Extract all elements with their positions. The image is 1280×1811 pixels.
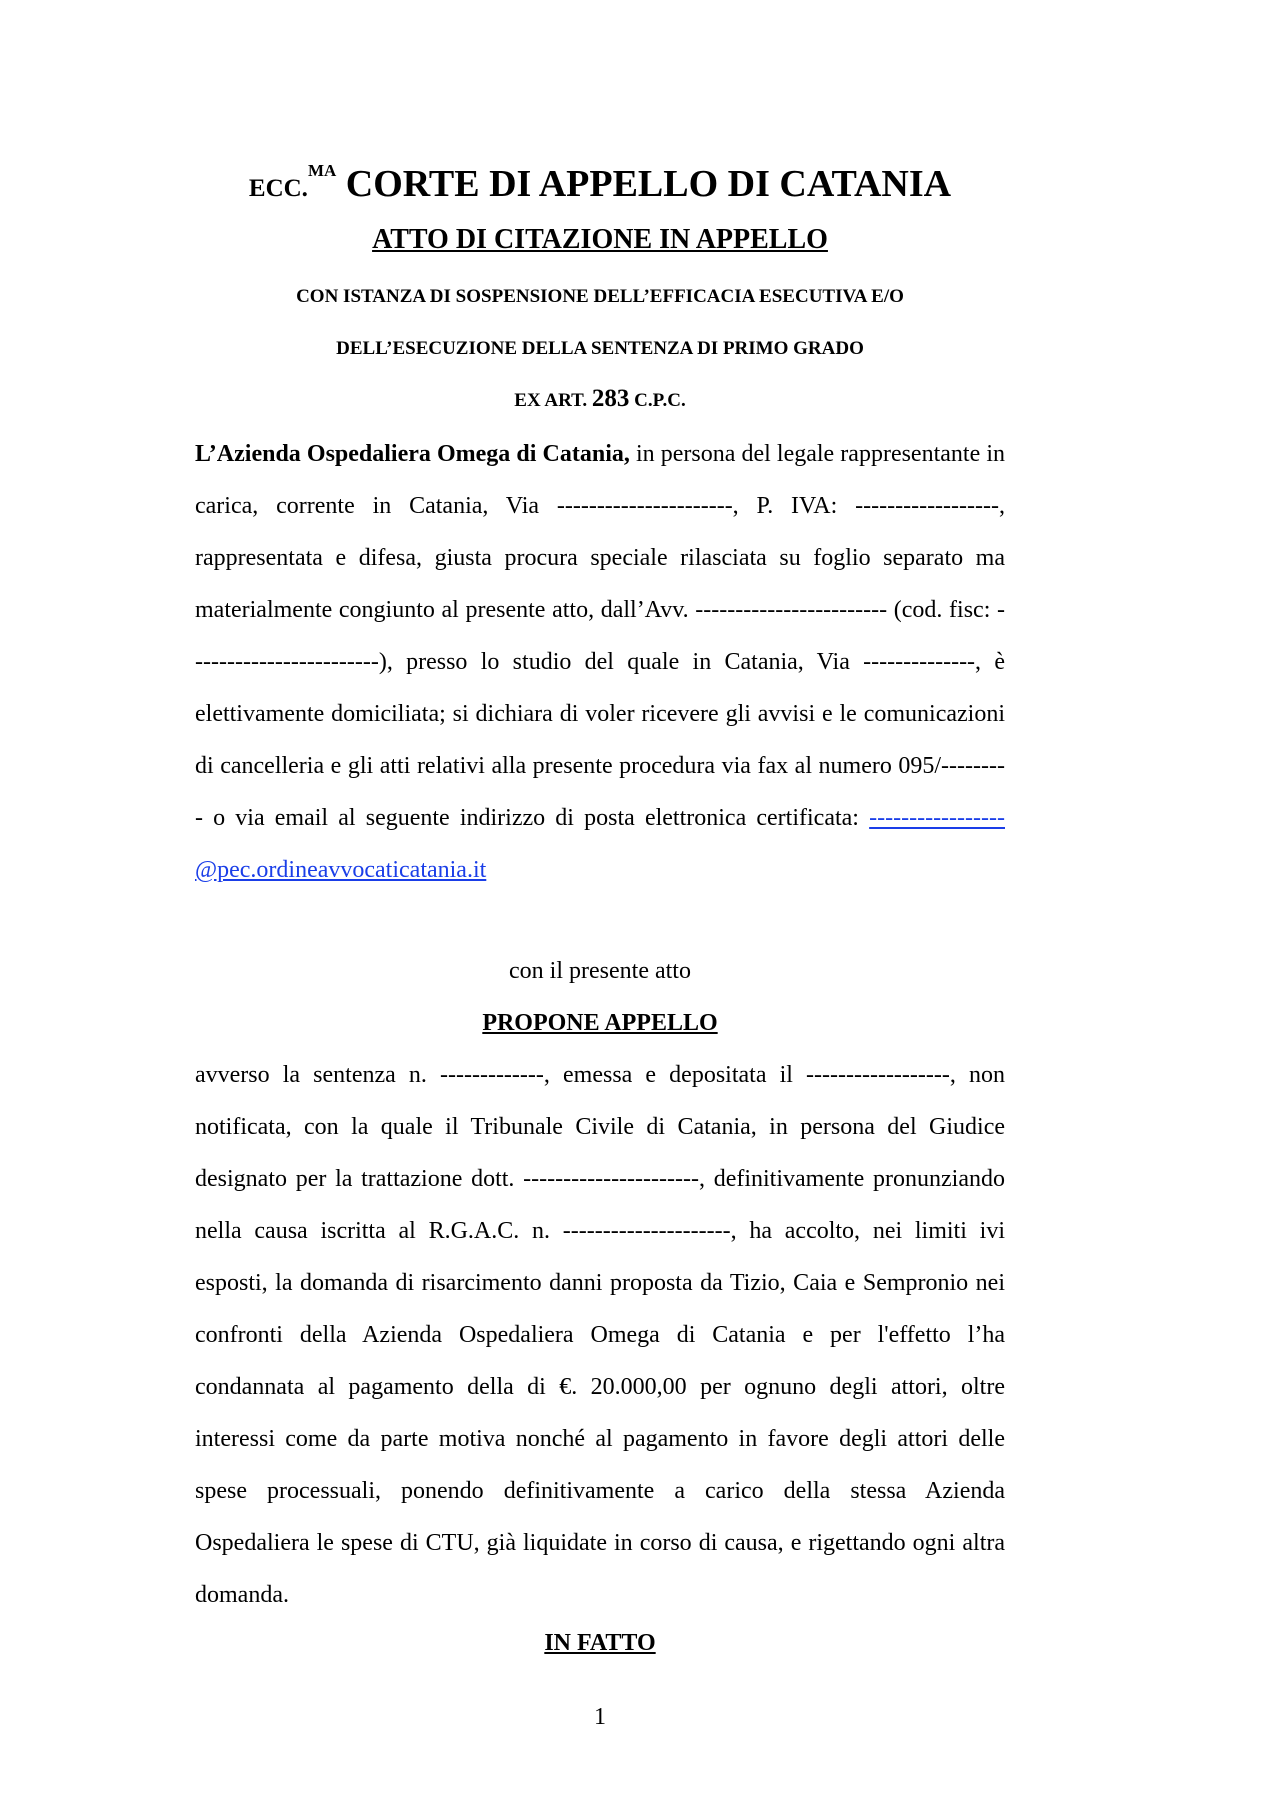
subtitle-art-prefix: EX ART. <box>514 390 588 411</box>
court-heading <box>0 158 1200 215</box>
court-prefix: ECC. <box>248 175 308 202</box>
subtitle-art-number: 283 <box>591 385 630 412</box>
con-il-presente-atto: con il presente atto <box>509 958 691 984</box>
pec-email-link[interactable]: ----------------- @pec.ordineavvocaticatania.it <box>195 805 1005 883</box>
subtitle-line-2: DELL’ESECUZIONE DELLA SENTENZA DI PRIMO GRADO <box>336 338 864 359</box>
subtitle-line-3 <box>0 386 1200 414</box>
page-number: 1 <box>594 1704 606 1730</box>
propone-appello-heading: PROPONE APPELLO <box>482 1010 718 1036</box>
court-name: CORTE DI APPELLO DI CATANIA <box>345 163 952 205</box>
party-name: L’Azienda Ospedaliera Omega di Catania, <box>195 441 630 467</box>
intro-text: in persona del legale rappresentante in carica, corrente in Catania, Via ----------------------, P. IVA: ------------------, rappresentata e difesa, giusta procura speciale rilasciata su foglio separato ma materialmente congiunto al presente atto, dall’Avv. ------------------------ (cod. fisc: ------------------------), presso lo studio del quale in Catania, Via --------------, è elettivamente domiciliata; si dichiara di voler ricevere gli avvisi e le comunicazioni di cancelleria e gli atti relativi alla presente procedura via fax al numero 095/--------- o via email al seguente indirizzo di posta elettronica certificata: <box>195 441 1005 831</box>
intro-paragraph <box>195 428 1005 896</box>
in-fatto-heading: IN FATTO <box>544 1630 656 1656</box>
subtitle-line-1: CON ISTANZA DI SOSPENSIONE DELL’EFFICACIA ESECUTIVA E/O <box>296 286 904 307</box>
court-prefix-superscript: MA <box>307 161 337 180</box>
document-title: ATTO DI CITAZIONE IN APPELLO <box>372 224 828 255</box>
appeal-paragraph: avverso la sentenza n. -------------, emessa e depositata il ------------------, non notificata, con la quale il Tribunale Civile di Catania, in persona del Giudice designato per la trattazione dott. ----------------------, definitivamente pronunziando nella causa iscritta al R.G.A.C. n. ---------------------, ha accolto, nei limiti ivi esposti, la domanda di risarcimento danni proposta da Tizio, Caia e Sempronio nei confronti della Azienda Ospedaliera Omega di Catania e per l'effetto l’ha condannata al pagamento della di €. 20.000,00 per ognuno degli attori, oltre interessi come da parte motiva nonché al pagamento in favore degli attori delle spese processuali, ponendo definitivamente a carico della stessa Azienda Ospedaliera le spese di CTU, già liquidate in corso di causa, e rigettando ogni altra domanda. <box>195 1062 1005 1608</box>
subtitle-art-suffix: C.P.C. <box>634 390 686 411</box>
